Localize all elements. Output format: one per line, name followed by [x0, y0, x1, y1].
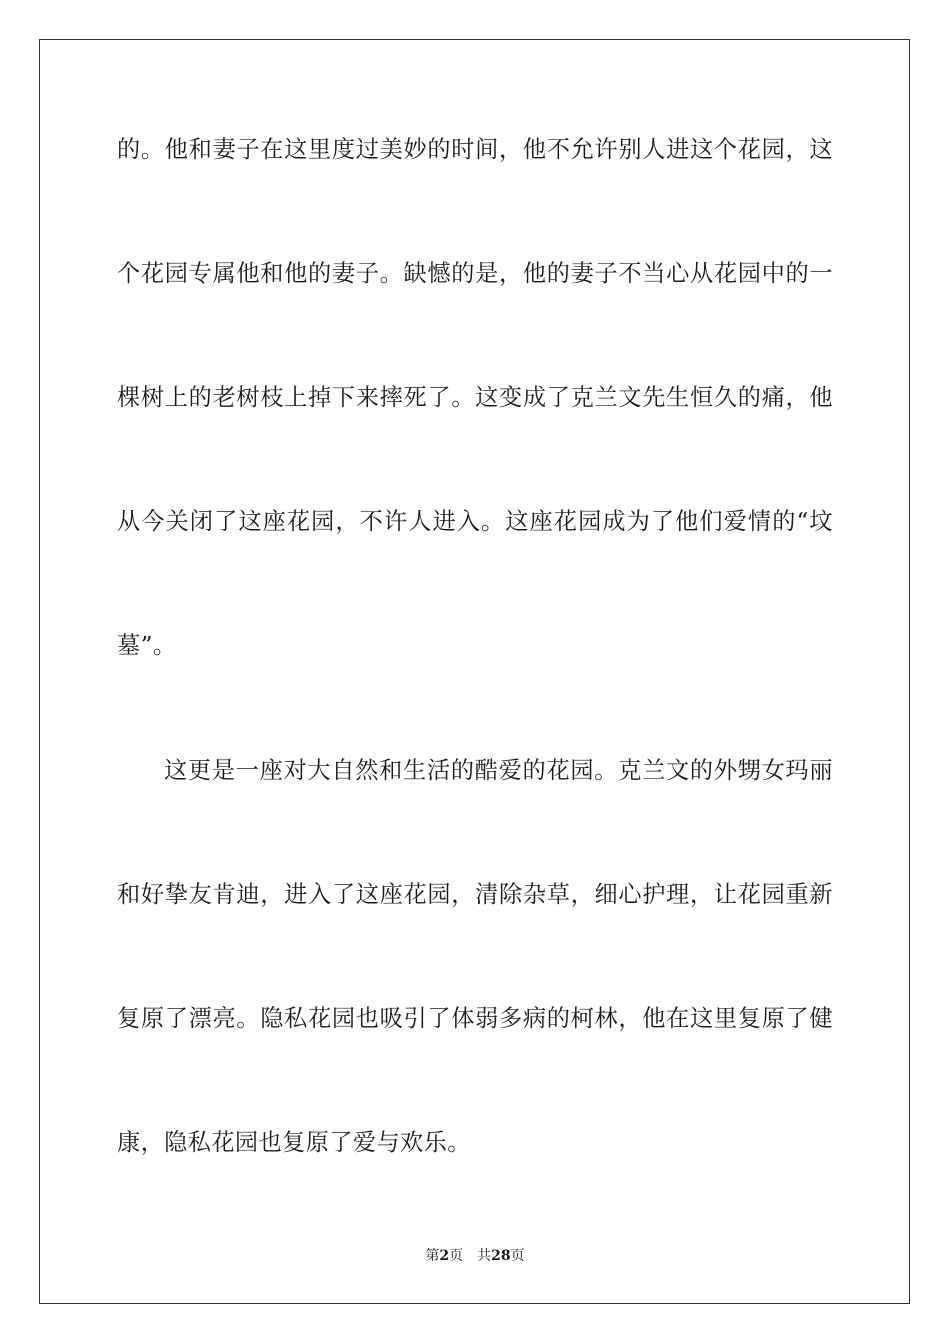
text-line: 个花园专属他和他的妻子。缺憾的是，他的妻子不当心从花园中的一 [117, 260, 833, 287]
text-line: 从今关闭了这座花园，不许人进入。这座花园成为了他们爱情的“坟 [117, 508, 833, 535]
total-suffix: 页 [510, 1248, 525, 1264]
total-pages: 28 [491, 1248, 511, 1264]
page-footer [0, 1247, 950, 1265]
text-line: 和好挚友肯迪，进入了这座花园，清除杂草，细心护理，让花园重新 [117, 881, 833, 908]
text-line: 复原了漂亮。隐私花园也吸引了体弱多病的柯林，他在这里复原了健 [117, 1005, 833, 1032]
text-line: 墓”。 [117, 632, 177, 659]
text-line: 的。他和妻子在这里度过美妙的时间，他不允许别人进这个花园，这 [117, 136, 833, 163]
total-prefix: 共 [477, 1248, 492, 1264]
page-suffix: 页 [449, 1248, 464, 1264]
text-line: 棵树上的老树枝上掉下来摔死了。这变成了克兰文先生恒久的痛，他 [117, 384, 833, 411]
page-number: 2 [439, 1248, 450, 1264]
page-prefix: 第 [425, 1248, 440, 1264]
text-line: 这更是一座对大自然和生活的酷爱的花园。克兰文的外甥女玛丽 [164, 757, 833, 784]
text-line: 康，隐私花园也复原了爱与欢乐。 [117, 1129, 471, 1156]
page-border [39, 39, 910, 1304]
